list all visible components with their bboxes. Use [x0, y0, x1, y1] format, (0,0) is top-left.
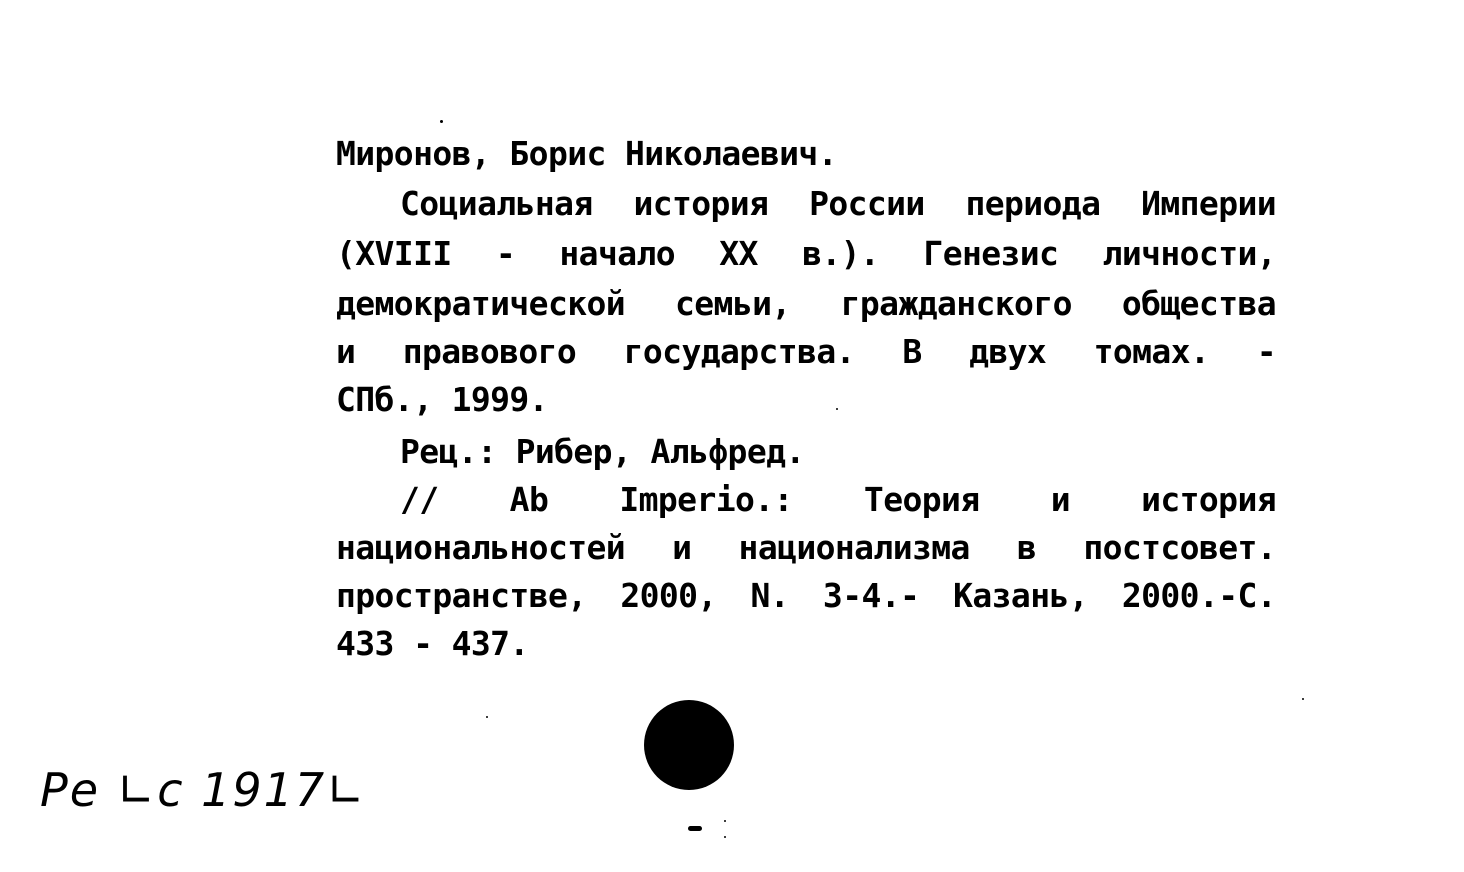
scan-speck [1302, 698, 1304, 700]
author-line: Миронов, Борис Николаевич. [336, 134, 837, 173]
review-line: Рец.: Рибер, Альфред. [400, 432, 805, 471]
scan-speck [688, 826, 702, 831]
scan-speck [486, 716, 488, 718]
title-line-1: Социальная история России периода Империи [400, 184, 1276, 223]
scan-speck [724, 820, 726, 822]
scan-speck [836, 408, 838, 410]
title-line-2: (XVIII - начало XX в.). Генезис личности, [336, 234, 1276, 273]
pages-line: 433 - 437. [336, 624, 529, 663]
card-punch-hole [644, 700, 734, 790]
handwritten-shelfmark: Ре ∟с 1917∟ [40, 763, 367, 817]
title-line-3: демократической семьи, гражданского общества [336, 284, 1276, 323]
source-line-2: национальностей и национализма в постсовет. [336, 528, 1276, 567]
scan-speck [440, 120, 443, 123]
source-line-3: пространстве, 2000, N. 3-4.- Казань, 2000.-С. [336, 576, 1276, 615]
scan-speck [724, 836, 726, 838]
imprint-line: СПб., 1999. [336, 380, 548, 419]
source-line-1: // Ab Imperio.: Теория и история [400, 480, 1276, 519]
title-line-4: и правового государства. В двух томах. - [336, 332, 1276, 371]
